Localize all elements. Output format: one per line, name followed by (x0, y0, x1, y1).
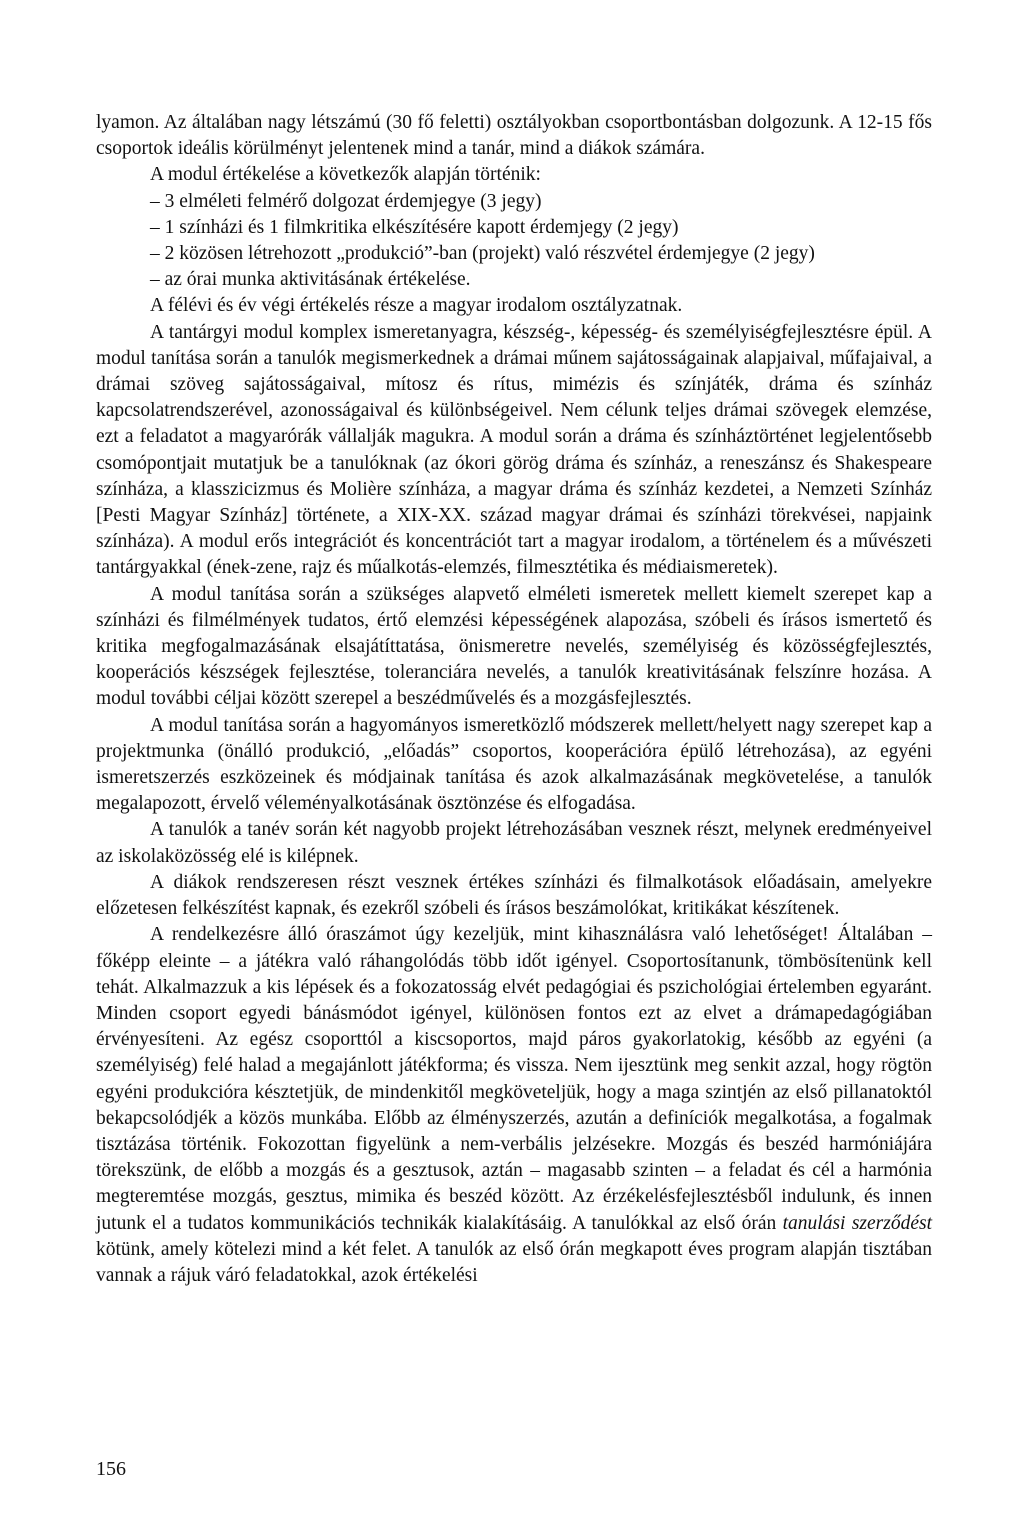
paragraph: A modul tanítása során a szükséges alapvető elméleti ismeretek mellett kiemelt szerepet kap a színházi és filmélmények tudatos, értő elemzési képességének alapozása, szóbeli és írásos ismertető és kritika megfogalmazásának elsajátíttatása, önismeretre nevelés, személyiség és közösségfejlesztés, kooperációs készségek fejlesztése, toleranciára nevelés, a tanulók kreativitásának felszínre hozása. A modul további céljai között szerepel a beszédművelés és a mozgásfejlesztés. (96, 583, 932, 710)
list-item: – 2 közösen létrehozott „produkció”-ban (projekt) való részvétel érdemjegye (2 jegy) (150, 241, 932, 267)
evaluation-list (96, 189, 932, 294)
paragraph-last-after: kötünk, amely kötelezi mind a két felet. A tanulók az első órán megkapott éves program alapján tisztában vannak a rájuk váró feladatokkal, azok értékelési (96, 1238, 932, 1286)
paragraph-intro: lyamon. Az általában nagy létszámú (30 fő feletti) osztályokban csoportbontásban dolgozunk. A 12-15 fős csoportok ideális körülményt jelentenek mind a tanár, mind a diákok számára. (96, 112, 932, 160)
paragraph-last (96, 922, 932, 1289)
list-item: – az órai munka aktivitásának értékelése. (150, 267, 932, 293)
paragraph: A tanulók a tanév során két nagyobb projekt létrehozásában vesznek részt, melynek eredményeivel az iskolaközösség elé is kilépnek. (96, 819, 932, 867)
paragraph: A diákok rendszeresen részt vesznek értékes színházi és filmalkotások előadásain, amelyekre előzetesen felkészítést kapnak, és ezekről szóbeli és írásos beszámolókat, kritikákat készítenek. (96, 871, 932, 920)
list-item: – 3 elméleti felmérő dolgozat érdemjegye (3 jegy) (150, 189, 932, 215)
page-number: 156 (96, 1458, 126, 1480)
body-text (96, 110, 932, 1289)
evaluation-intro: A modul értékelése a következők alapján történik: (150, 164, 541, 186)
emphasis-contract: tanulási szerződést (782, 1212, 932, 1234)
evaluation-note: A félévi és év végi értékelés része a magyar irodalom osztályzatnak. (150, 295, 683, 317)
paragraph: A modul tanítása során a hagyományos ismeretközlő módszerek mellett/helyett nagy szerepet kap a projektmunka (önálló produkció, „előadás” csoportos, kooperációra épülő létrehozása), az egyéni ismeretszerzés eszközeinek és módjainak tanítása és azok alkalmazásának megkövetelése, a tanulók megalapozott, érvelő véleményalkotásának ösztönzése és elfogadása. (96, 714, 932, 815)
list-item: – 1 színházi és 1 filmkritika elkészítésére kapott érdemjegy (2 jegy) (150, 215, 932, 241)
paragraph: A tantárgyi modul komplex ismeretanyagra, készség-, képesség- és személyiségfejlesztésre épül. A modul tanítása során a tanulók megismerkednek a drámai műnem sajátosságainak alapjaival, műfajaival, a drámai szöveg sajátosságaival, mítosz és rítus, mimézis és színjáték, dráma és színház kapcsolatrendszerével, azonosságaival és különbségeivel. Nem célunk teljes drámai szövegek elemzése, ezt a feladatot a magyarórák vállalják magukra. A modul során a dráma és színháztörténet legjelentősebb csomópontjait mutatjuk be a tanulóknak (az ókori görög dráma és színház, a reneszánsz és Shakespeare színháza, a klasszicizmus és Molière színháza, a magyar dráma és színház kezdetei, a Nemzeti Színház [Pesti Magyar Színház] története, a XIX-XX. század magyar drámai és színházi törekvései, napjaink színháza). A modul erős integrációt és koncentrációt tart a magyar irodalom, a történelem és a művészeti tantárgyakkal (ének-zene, rajz és műalkotás-elemzés, filmesztétika és médiaismeretek). (96, 321, 932, 579)
paragraph-last-before: A rendelkezésre álló óraszámot úgy kezeljük, mint kihasználásra való lehetőséget! Általában – főképp eleinte – a játékra való ráhangolódás több időt igényel. Csoportosítanunk, tömbösítenünk kell tehát. Alkalmazzuk a kis lépések és a fokozatosság elvét pedagógiai és pszichológiai értelemben egyaránt. Minden csoport egyedi bánásmódot igényel, különösen fontos ezt az elvet a drámapedagógiában érvényesíteni. Az egész csoporttól a kiscsoportos, majd páros gyakorlatokig, később az egyéni (a személyiség) felé halad a megajánlott játékforma; és vissza. Nem ijesztünk meg senkit azzal, hogy rögtön egyéni produkcióra késztetjük, de mindenkitől megköveteljük, hogy a maga szintjén az első pillanatoktól bekapcsolódjék a közös munkába. Előbb az élményszerzés, azután a definíciók megalkotása, a fogalmak tisztázása történik. Fokozottan figyelünk a nem-verbális jelzésekre. Mozgás és beszéd harmóniájára törekszünk, de előbb a mozgás és a gesztusok, aztán – magasabb szinten – a feladat és cél a harmónia megteremtése mozgás, gesztus, mimika és beszéd között. Az érzékelésfejlesztésből indulunk, és innen jutunk el a tudatos kommunikációs technikák kialakításáig. A tanulókkal az első órán (96, 924, 932, 1234)
